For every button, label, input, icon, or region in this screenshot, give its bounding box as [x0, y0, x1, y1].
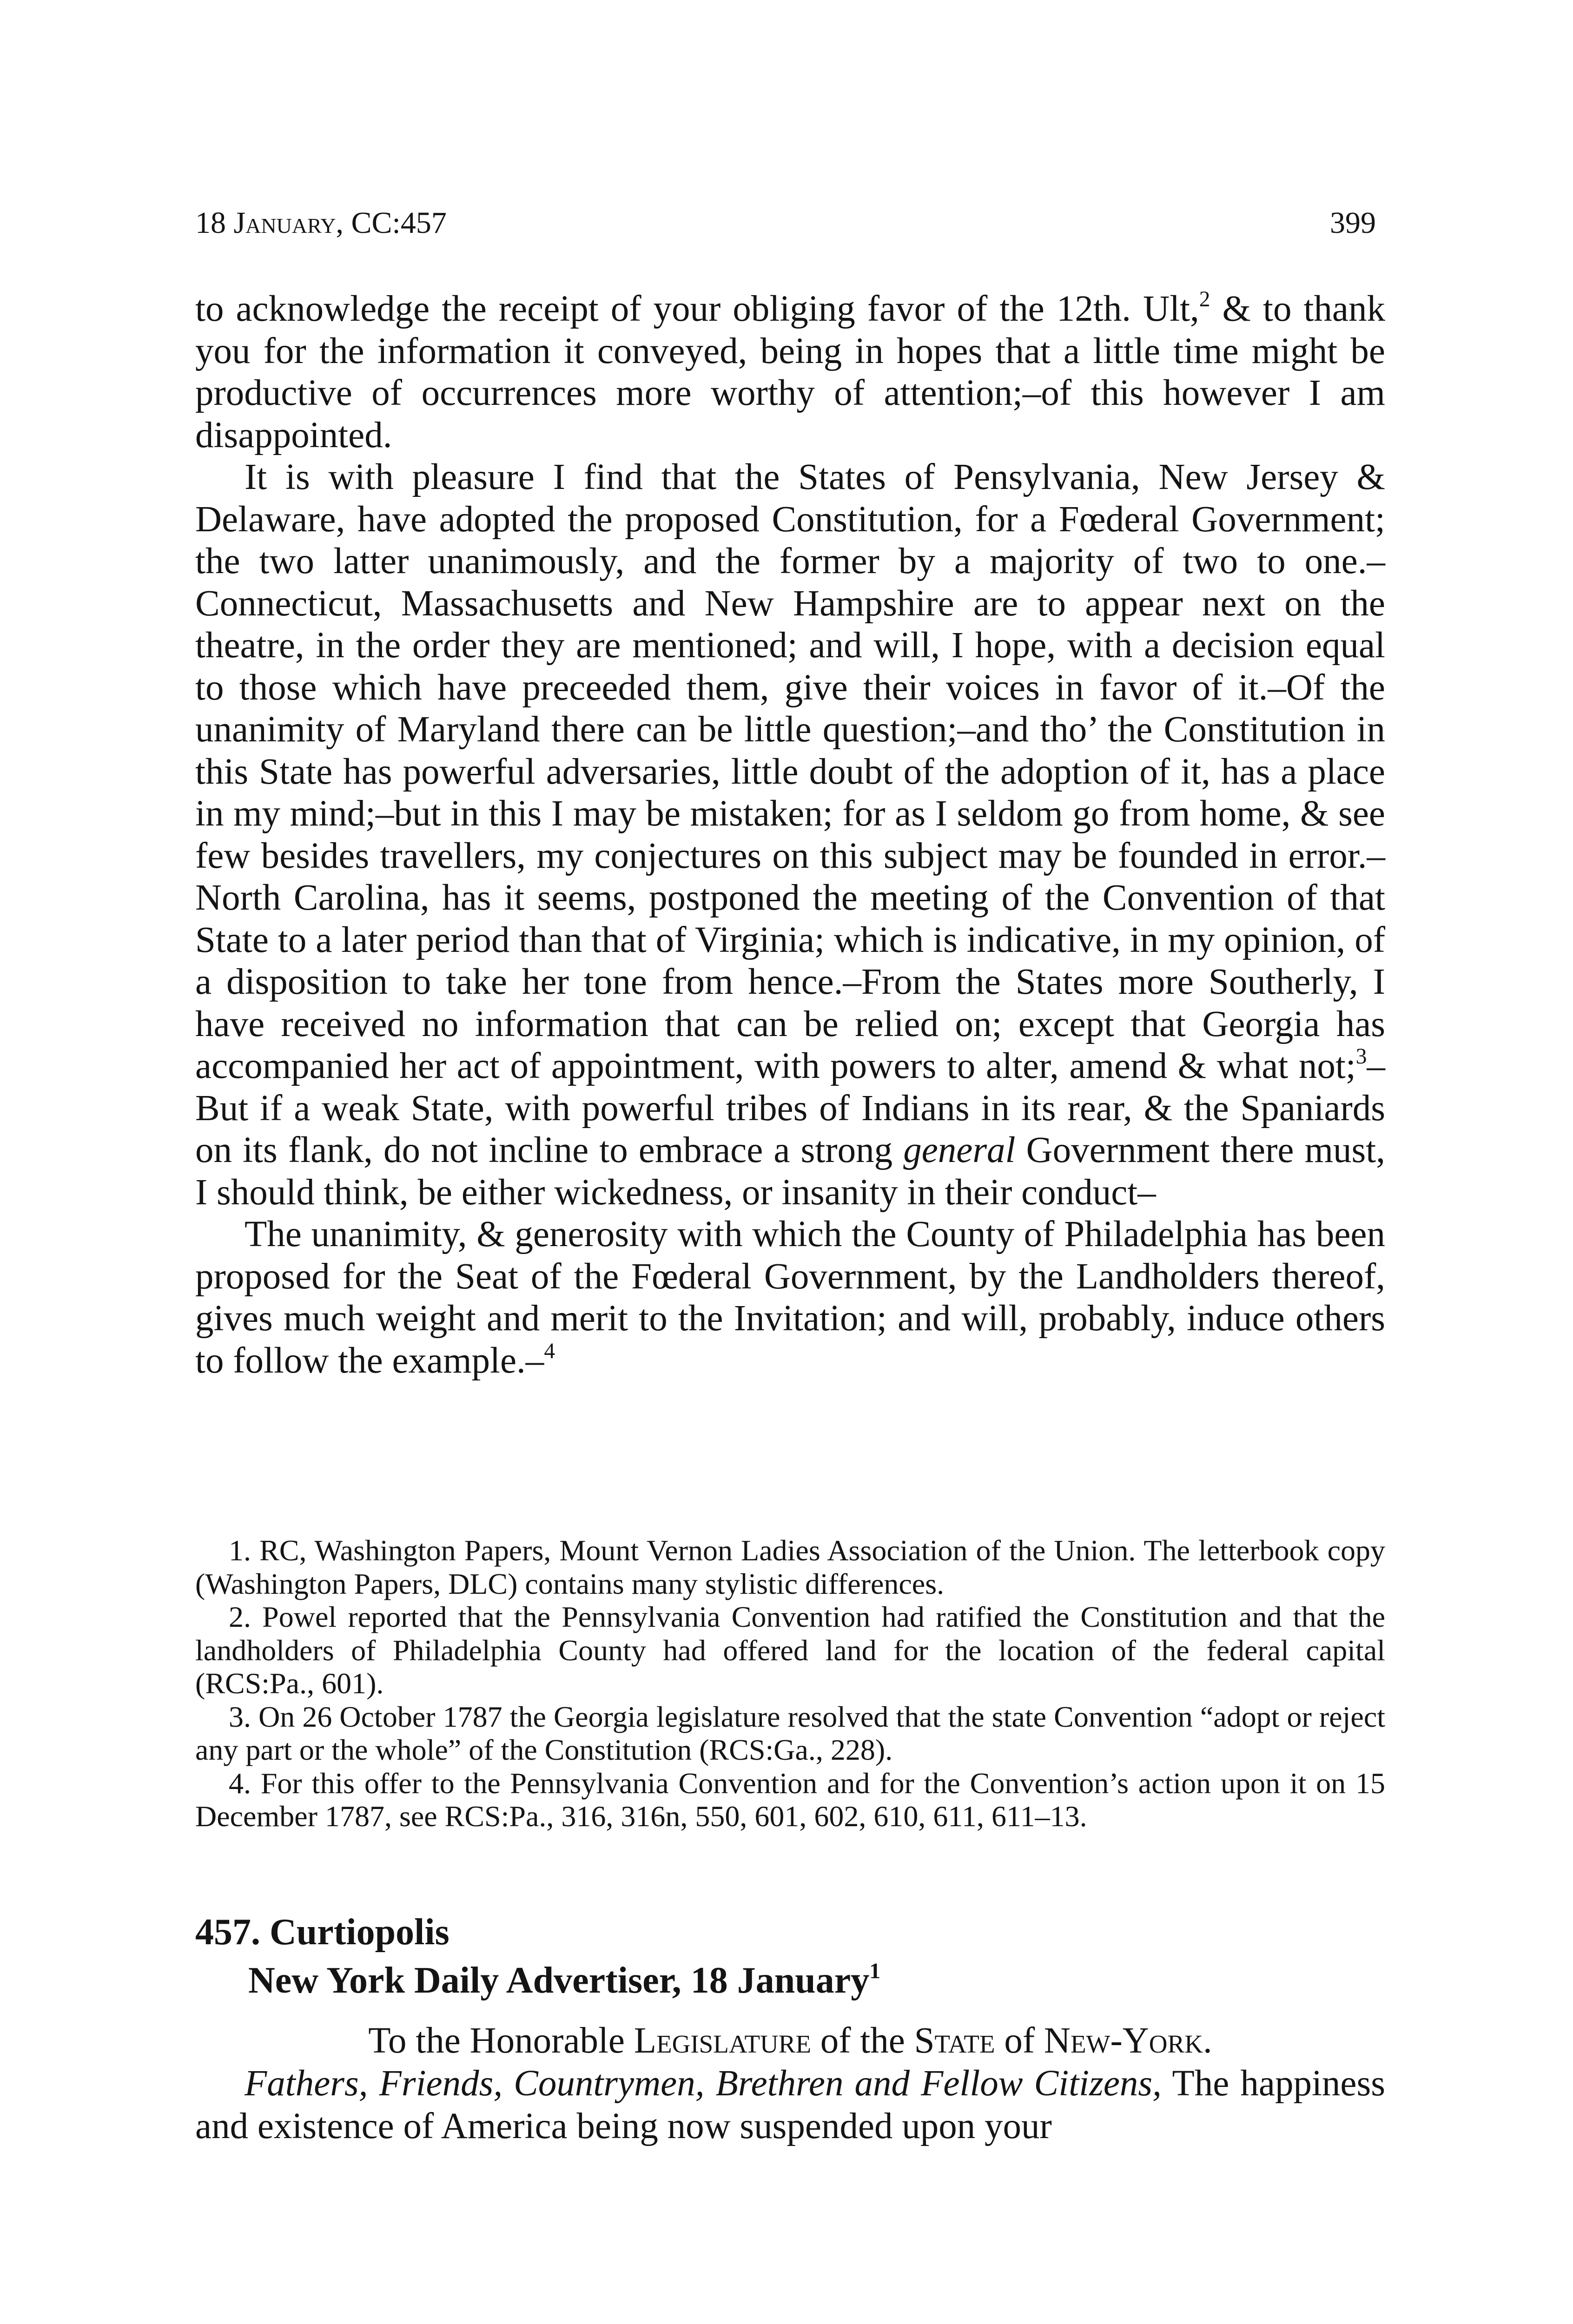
footnote-ref: 4 — [544, 1339, 555, 1363]
paragraph: It is with pleasure I find that the States of Pensylvania, New Jersey & Delaware, have adopted the proposed Constitution, for a Fœderal Government; the two latter unanimously, and the former by a majority of two to one.–Connecticut, Massachusetts and New Hampshire are to appear next on the theatre, in the order they are mentioned; and will, I hope, with a decision equal to those which have preceeded them, give their voices in favor of it.–Of the unanimity of Maryland there can be little question;–and tho’ the Constitution in this State has powerful adversaries, little doubt of the adoption of it, has a place in my mind;–but in this I may be mistaken; for as I seldom go from home, & see few besides travellers, my conjectures on this subject may be founded in error.–North Carolina, has it seems, postponed the meeting of the Convention of that State to a later period than that of Virginia; which is indicative, in my opinion, of a disposition to take her tone from hence.–From the States more Southerly, I have received no information that can be relied on; except that Georgia has accompanied her act of appointment, with powers to alter, amend & what not;$^3$–But if a weak State, with powerful tribes of Indians in its rear, & the Spaniards on its flank, do not incline to embrace a strong general Government there must, I should think, be either wickedness, or insanity in their conduct– — [195, 457, 1385, 1213]
paragraph: Fathers, Friends, Countrymen, Brethren and Fellow Citizens, The happiness and existence of America being now suspended upon your — [195, 2063, 1385, 2146]
footnote: 4. For this offer to the Pennsylvania Convention and for the Convention’s action upon it on 15 December 1787, see RCS:Pa., 316, 316n, 550, 601, 602, 610, 611, 611–13. — [195, 1766, 1385, 1833]
footnote-ref: 3 — [1355, 1044, 1367, 1069]
footnotes — [195, 1534, 1385, 1833]
document-source: New York Daily Advertiser, 18 January$^1$ — [248, 1958, 881, 2001]
paragraph: The unanimity, & generosity with which the County of Philadelphia has been proposed for the Seat of the Fœderal Government, by the Landholders thereof, gives much weight and merit to the Invitation; and will, probably, induce others to follow the example.–$^4$ — [195, 1214, 1385, 1381]
footnote: 3. On 26 October 1787 the Georgia legislature resolved that the state Convention “adopt or reject any part or the whole” of the Constitution (RCS:Ga., 228). — [195, 1700, 1385, 1766]
document-heading — [195, 1908, 1385, 2005]
paragraph: to acknowledge the receipt of your obliging favor of the 12th. Ult,$^2$ & to thank you for the information it conveyed, being in hopes that a little time might be productive of occurrences more worthy of attention;–of this however I am disappointed. — [195, 287, 1385, 456]
document-text — [195, 2020, 1385, 2148]
page-number: 399 — [1330, 206, 1376, 240]
document-title: 457. Curtiopolis — [195, 1912, 449, 1953]
footnote-ref: 1 — [869, 1958, 881, 1983]
footnote: 2. Powel reported that the Pennsylvania Convention had ratified the Constitution and that the landholders of Philadelphia County had offered land for the location of the federal capital (RCS:Pa., 601). — [195, 1600, 1385, 1700]
salutation: To the Honorable Legislature of the State of New-York. — [368, 2020, 1212, 2061]
running-head: 18 January, CC:457 — [195, 206, 447, 240]
running-head-month: January — [233, 206, 336, 240]
footnote: 1. RC, Washington Papers, Mount Vernon Ladies Association of the Union. The letterbook copy (Washington Papers, DLC) contains many stylistic differences. — [195, 1534, 1385, 1600]
running-header — [195, 205, 1376, 242]
letter-body — [195, 288, 1385, 1382]
footnote-ref: 2 — [1199, 287, 1210, 312]
